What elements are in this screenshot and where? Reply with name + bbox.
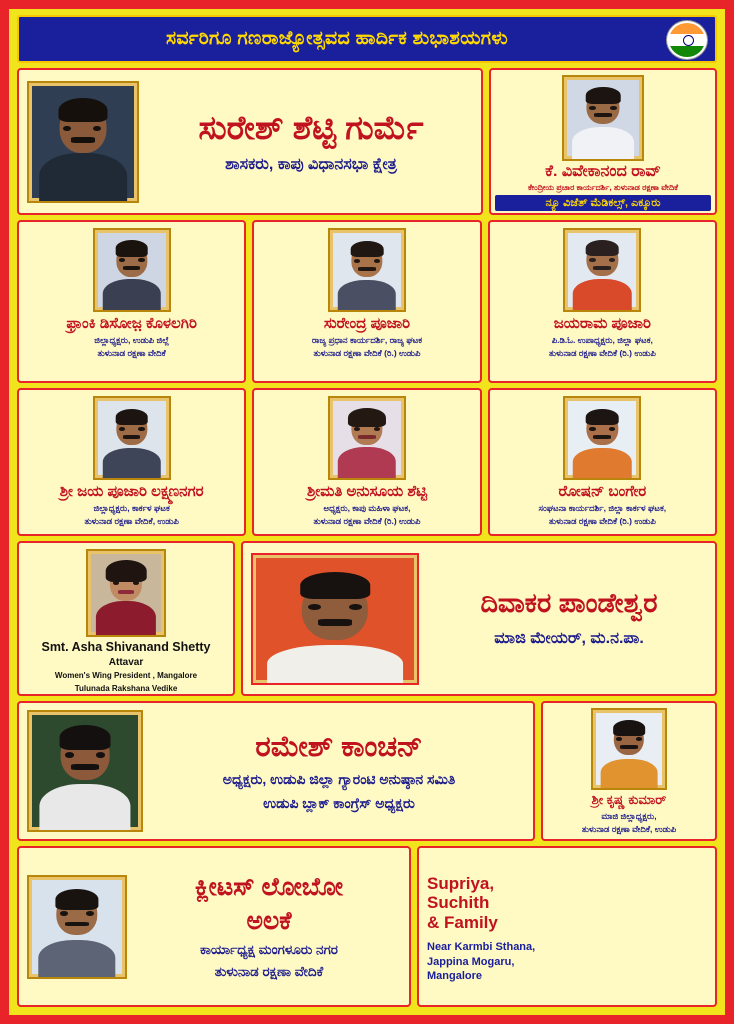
cletus-lobo-name-2: ಅಲಕೆ bbox=[246, 907, 292, 936]
photo-surendra-poojary bbox=[328, 228, 406, 312]
photo-anusuya-shetty bbox=[328, 396, 406, 480]
section-mla bbox=[17, 68, 717, 215]
krishna-kumar-line1: ಮಾಜಿ ಜಿಲ್ಲಾಧ್ಯಕ್ಷರು, bbox=[601, 810, 657, 821]
vivekananda-rao-name: ಕೆ. ವಿವೇಕಾನಂದ ರಾವ್ bbox=[545, 163, 661, 180]
photo-franky-dsouza bbox=[93, 228, 171, 312]
family-title-1: Supriya, Suchith bbox=[427, 873, 495, 913]
jaya-poojary-line2: ತುಳುನಾಡ ರಕ್ಷಣಾ ವೇದಿಕೆ, ಉಡುಪಿ bbox=[84, 516, 179, 527]
india-flag-icon bbox=[667, 21, 707, 59]
ramesh-kanchan-text bbox=[153, 731, 525, 812]
card-anusuya-shetty bbox=[252, 388, 481, 536]
photo-divakara-pandeshwara bbox=[251, 553, 419, 685]
asha-shetty-role-1: Women's Wing President , Mangalore bbox=[54, 671, 198, 680]
card-jayarama-poojary bbox=[488, 220, 717, 383]
surendra-poojary-name: ಸುರೇಂದ್ರ ಪೂಜಾರಿ bbox=[323, 315, 411, 332]
photo-ramesh-kanchan bbox=[27, 710, 143, 832]
photo-krishna-kumar bbox=[591, 708, 667, 790]
section-asha-divakara bbox=[17, 541, 717, 696]
roshan-bangera-line2: ತುಳುನಾಡ ರಕ್ಷಣಾ ವೇದಿಕೆ (ರಿ.) ಉಡುಪಿ bbox=[548, 516, 656, 527]
card-franky-dsouza bbox=[17, 220, 246, 383]
greeting-banner-text: ಸರ್ವರಿಗೂ ಗಣರಾಜ್ಯೋತ್ಸವದ ಹಾರ್ದಿಕ ಶುಭಾಶಯಗಳು bbox=[166, 27, 508, 49]
family-title-2: & Family bbox=[427, 912, 498, 932]
suresh-shetty-subtitle: ಶಾಸಕರು, ಕಾಪು ವಿಧಾನಸಭಾ ಕ್ಷೇತ್ರ bbox=[225, 155, 397, 173]
asha-shetty-name: Smt. Asha Shivanand Shetty bbox=[41, 640, 211, 654]
section-committee-row-2 bbox=[17, 388, 717, 536]
franky-dsouza-line1: ಜಿಲ್ಲಾಧ್ಯಕ್ಷರು, ಉಡುಪಿ ಜಿಲ್ಲೆ bbox=[94, 335, 170, 346]
card-surendra-poojary bbox=[252, 220, 481, 383]
photo-cletus-lobo bbox=[27, 875, 127, 979]
anusuya-shetty-line1: ಅಧ್ಯಕ್ಷರು, ಕಾಪು ಮಹಿಳಾ ಘಟಕ, bbox=[323, 503, 411, 514]
jayarama-poojary-name: ಜಯರಾಮ ಪೂಜಾರಿ bbox=[553, 315, 651, 332]
asha-shetty-place: Attavar bbox=[108, 657, 144, 668]
card-vivekananda-rao bbox=[489, 68, 717, 215]
vivekananda-rao-strip: ನ್ಯೂ ವಿಜೆತ್ ಮೆಡಿಕಲ್ಸ್, ಎಕ್ಕೂರು bbox=[495, 195, 711, 211]
cletus-lobo-name-1: ಕ್ಲೀಟಸ್ ಲೋಬೋ bbox=[194, 872, 344, 901]
suresh-shetty-text bbox=[149, 109, 473, 174]
card-ramesh-kanchan bbox=[17, 701, 535, 841]
anusuya-shetty-line2: ತುಳುನಾಡ ರಕ್ಷಣಾ ವೇದಿಕೆ (ರಿ.) ಉಡುಪಿ bbox=[313, 516, 421, 527]
card-krishna-kumar bbox=[541, 701, 717, 841]
photo-suresh-shetty bbox=[27, 81, 139, 203]
ramesh-kanchan-line2: ಉಡುಪಿ ಬ್ಲಾಕ್ ಕಾಂಗ್ರೆಸ್ ಅಧ್ಯಕ್ಷರು bbox=[263, 794, 415, 811]
family-address-2: Jappina Mogaru, bbox=[427, 955, 515, 968]
divakara-name: ದಿವಾಕರ ಪಾಂಡೇಶ್ವರ bbox=[480, 588, 658, 619]
jaya-poojary-name: ಶ್ರೀ ಜಯ ಪೂಜಾರಿ ಲಕ್ಷ್ಮಣನಗರ bbox=[59, 483, 204, 500]
card-divakara-pandeshwara bbox=[241, 541, 717, 696]
vivekananda-rao-role: ಕೇಂದ್ರೀಯ ಪ್ರಚಾರ ಕಾರ್ಯದರ್ಶಿ, ತುಳುನಾಡ ರಕ್ಷಣಾ ವೇದಿಕೆ bbox=[527, 183, 679, 193]
cletus-lobo-line2: ತುಳುನಾಡ ರಕ್ಷಣಾ ವೇದಿಕೆ bbox=[214, 964, 324, 980]
anusuya-shetty-name: ಶ್ರೀಮತಿ ಅನುಸೂಯ ಶೆಟ್ಟಿ bbox=[306, 483, 428, 500]
card-asha-shetty bbox=[17, 541, 235, 696]
suresh-shetty-name: ಸುರೇಶ್ ಶೆಟ್ಟಿ ಗುರ್ಮೆ bbox=[198, 108, 424, 146]
poster-inner bbox=[6, 6, 728, 1018]
card-suresh-shetty bbox=[17, 68, 483, 215]
ramesh-kanchan-name: ರಮೇಶ್ ಕಾಂಚನ್ bbox=[255, 730, 423, 763]
cletus-lobo-text bbox=[137, 873, 401, 981]
card-roshan-bangera bbox=[488, 388, 717, 536]
family-address-1: Near Karmbi Sthana, bbox=[427, 941, 536, 954]
roshan-bangera-name: ರೋಷನ್ ಬಂಗೇರ bbox=[558, 483, 647, 500]
cletus-lobo-line1: ಕಾರ್ಯಾಧ್ಯಕ್ಷ ಮಂಗಳೂರು ನಗರ bbox=[200, 942, 338, 958]
divakara-subtitle: ಮಾಜಿ ಮೇಯರ್, ಮ.ನ.ಪಾ. bbox=[494, 630, 644, 648]
franky-dsouza-line2: ತುಳುನಾಡ ರಕ್ಷಣಾ ವೇದಿಕೆ bbox=[97, 348, 166, 359]
family-address-3: Mangalore bbox=[427, 969, 483, 982]
krishna-kumar-name: ಶ್ರೀ ಕೃಷ್ಣ ಕುಮಾರ್ bbox=[591, 792, 667, 807]
surendra-poojary-line1: ರಾಜ್ಯ ಪ್ರಧಾನ ಕಾರ್ಯದರ್ಶಿ, ರಾಜ್ಯ ಘಟಕ bbox=[311, 335, 423, 346]
krishna-kumar-line2: ತುಳುನಾಡ ರಕ್ಷಣಾ ವೇದಿಕೆ, ಉಡುಪಿ bbox=[581, 824, 677, 835]
greeting-banner bbox=[17, 15, 717, 63]
family-text bbox=[419, 866, 551, 988]
card-jaya-poojary bbox=[17, 388, 246, 536]
photo-jaya-poojary bbox=[93, 396, 171, 480]
roshan-bangera-line1: ಸಂಘಟನಾ ಕಾರ್ಯದರ್ಶಿ, ಜಿಲ್ಲಾ ಕಾರ್ಕಳ ಘಟಕ, bbox=[538, 503, 667, 514]
ramesh-kanchan-line1: ಅಧ್ಯಕ್ಷರು, ಉಡುಪಿ ಜಿಲ್ಲಾ ಗ್ಯಾರಂಟಿ ಅನುಷ್ಠಾನ ಸಮಿತಿ bbox=[222, 770, 456, 787]
divakara-text bbox=[431, 588, 707, 648]
section-committee-row-1 bbox=[17, 220, 717, 383]
photo-roshan-bangera bbox=[563, 396, 641, 480]
asha-shetty-role-2: Tulunada Rakshana Vedike bbox=[74, 684, 178, 693]
jayarama-poojary-line1: ಪಿ.ಡಿ.ಓ. ಉಪಾಧ್ಯಕ್ಷರು, ಜಿಲ್ಲಾ ಘಟಕ, bbox=[551, 335, 653, 346]
photo-vivekananda-rao bbox=[562, 75, 644, 161]
jaya-poojary-line1: ಜಿಲ್ಲಾಧ್ಯಕ್ಷರು, ಕಾರ್ಕಳ ಘಟಕ bbox=[93, 503, 170, 514]
jayarama-poojary-line2: ತುಳುನಾಡ ರಕ್ಷಣಾ ವೇದಿಕೆ (ರಿ.) ಉಡುಪಿ bbox=[548, 348, 656, 359]
card-cletus-lobo bbox=[17, 846, 411, 1007]
surendra-poojary-line2: ತುಳುನಾಡ ರಕ್ಷಣಾ ವೇದಿಕೆ (ರಿ.) ಉಡುಪಿ bbox=[313, 348, 421, 359]
card-supriya-family bbox=[417, 846, 717, 1007]
section-cletus-family bbox=[17, 846, 717, 1007]
photo-asha-shetty bbox=[86, 549, 166, 637]
section-ramesh-kanchan bbox=[17, 701, 717, 841]
photo-jayarama-poojary bbox=[563, 228, 641, 312]
franky-dsouza-name: ಫ್ರಾಂಕಿ ಡಿಸೋಜ಼ ಕೊಳಲಗಿರಿ bbox=[66, 315, 197, 332]
